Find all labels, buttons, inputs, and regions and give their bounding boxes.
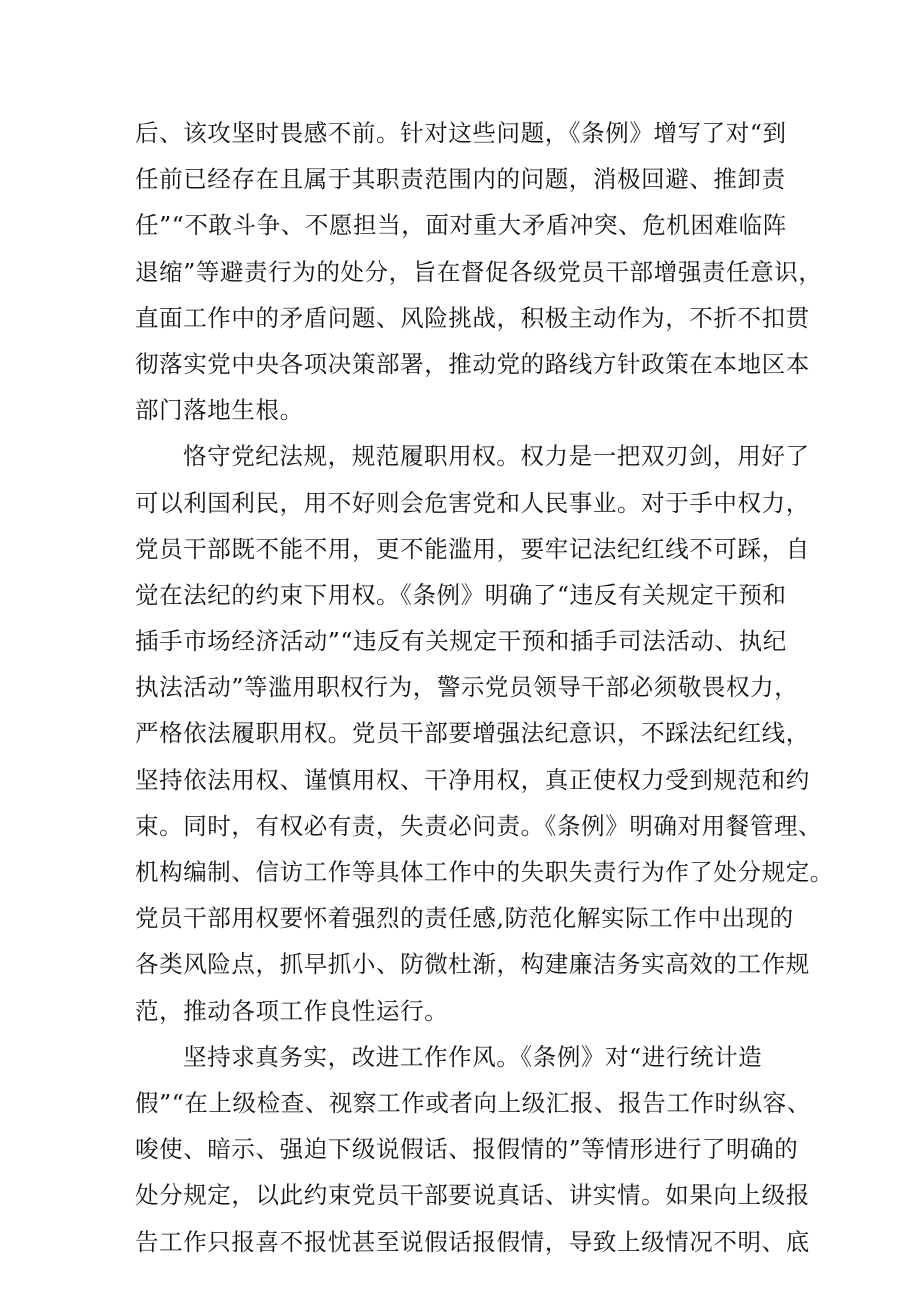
text-line: 直面工作中的矛盾问题、风险挑战，积极主动作为，不折不扣贯 <box>135 303 810 332</box>
text-line: 部门落地生根。 <box>135 396 304 425</box>
text-line: 各类风险点，抓早抓小、防微杜渐，构建廉洁务实高效的工作规 <box>135 950 810 979</box>
text-line: 处分规定，以此约束党员干部要说真话、讲实情。如果向上级报 <box>135 1181 810 1210</box>
text-line: 范，推动各项工作良性运行。 <box>135 996 449 1025</box>
document-body <box>135 110 834 1265</box>
text-line: 可以利国利民，用不好则会危害党和人民事业。对于手中权力， <box>135 488 810 517</box>
text-line: 执法活动”等滥用职权行为，警示党员领导干部必须敬畏权力， <box>135 673 799 702</box>
text-line: 严格依法履职用权。党员干部要增强法纪意识，不踩法纪红线， <box>135 719 810 748</box>
text-line: 党员干部用权要怀着强烈的责任感,防范化解实际工作中出现的 <box>135 904 794 933</box>
text-line: 唆使、暗示、强迫下级说假话、报假情的”等情形进行了明确的 <box>135 1135 799 1164</box>
paragraph-heading-line: 恪守党纪法规，规范履职用权。权力是一把双刃剑，用好了 <box>183 442 810 471</box>
text-line: 机构编制、信访工作等具体工作中的失职失责行为作了处分规定。 <box>135 858 834 886</box>
text-line: 后、该攻坚时畏感不前。针对这些问题，《条例》增写了对“到 <box>135 119 787 147</box>
text-line: 束。同时，有权必有责，失责必问责。《条例》明确对用餐管理、 <box>135 811 823 840</box>
text-line: 退缩”等避责行为的处分，旨在督促各级党员干部增强责任意识， <box>135 257 823 286</box>
text-line: 坚持依法用权、谨慎用权、干净用权，真正使权力受到规范和约 <box>135 765 810 794</box>
paragraph-heading-line: 坚持求真务实，改进工作作风。《条例》对“进行统计造 <box>183 1042 763 1071</box>
text-line: 任前已经存在且属于其职责范围内的问题，消极回避、推卸责 <box>135 165 786 194</box>
text-line: 党员干部既不能不用，更不能滥用，要牢记法纪红线不可踩，自 <box>135 534 810 563</box>
text-line: 觉在法纪的约束下用权。《条例》明确了“违反有关规定干预和 <box>135 580 787 609</box>
text-line: 插手市场经济活动”“违反有关规定干预和插手司法活动、执纪 <box>135 627 787 656</box>
text-line: 告工作只报喜不报忧甚至说假话报假情，导致上级情况不明、底 <box>135 1227 810 1256</box>
text-line: 任”“不敢斗争、不愿担当，面对重大矛盾冲突、危机困难临阵 <box>135 211 787 240</box>
text-line: 彻落实党中央各项决策部署，推动党的路线方针政策在本地区本 <box>135 349 810 378</box>
text-line: 假”“在上级检查、视察工作或者向上级汇报、报告工作时纵容、 <box>135 1088 811 1117</box>
